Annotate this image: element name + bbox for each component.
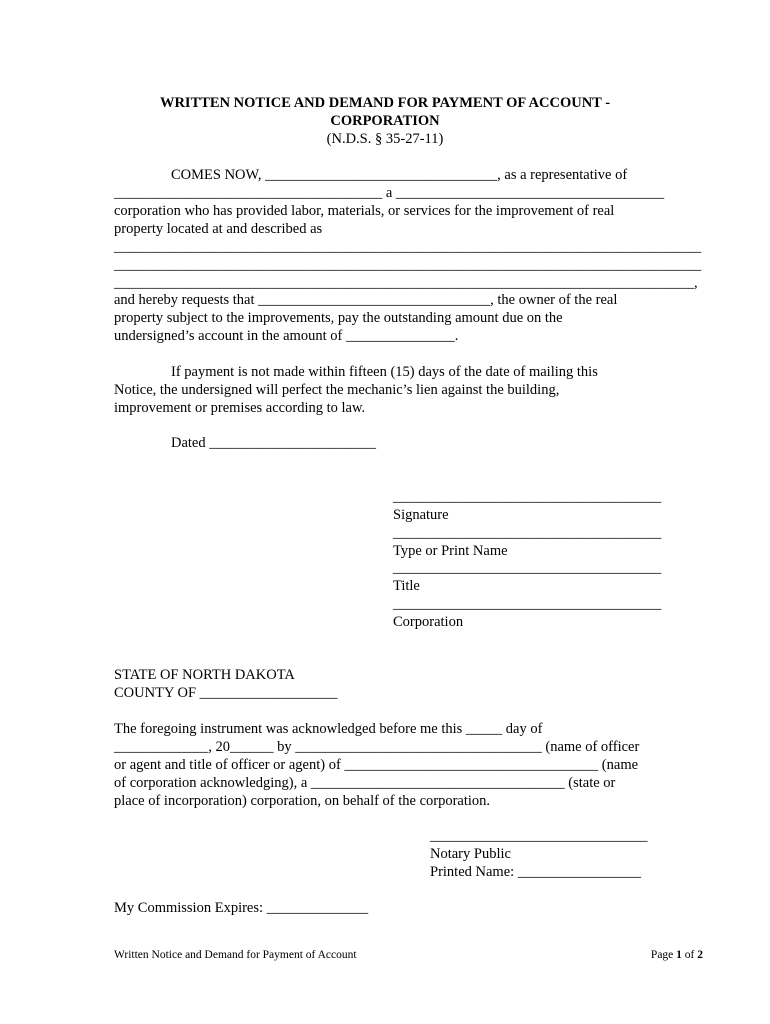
para2-line: improvement or premises according to law. bbox=[114, 400, 366, 416]
para1-line: undersigned’s account in the amount of _______________. bbox=[114, 328, 459, 344]
title-label: Title bbox=[393, 578, 420, 594]
page-of: of bbox=[681, 949, 698, 961]
signature-rule: _____________________________________ bbox=[393, 489, 662, 505]
para1-blank-line: ________________________________________________________________________________, bbox=[114, 275, 698, 291]
para1-line: corporation who has provided labor, materials, or services for the improvement of real bbox=[114, 203, 615, 219]
para1-blank-line: _________________________________________________________________________________ bbox=[114, 257, 702, 273]
signature-label: Signature bbox=[393, 507, 449, 523]
corporation-rule: _____________________________________ bbox=[393, 596, 662, 612]
title-rule: _____________________________________ bbox=[393, 560, 662, 576]
page-current: 1 bbox=[676, 949, 682, 961]
para1-line: and hereby requests that ________________________________, the owner of the real bbox=[114, 292, 618, 308]
dated-field: Dated _______________________ bbox=[171, 435, 376, 451]
notary-county: COUNTY OF ___________________ bbox=[114, 685, 338, 701]
para1-line: property subject to the improvements, pay the outstanding amount due on the bbox=[114, 310, 563, 326]
notary-line: The foregoing instrument was acknowledged before me this _____ day of bbox=[114, 721, 543, 737]
para2-line: If payment is not made within fifteen (15) days of the date of mailing this bbox=[171, 364, 598, 380]
document-title-line1: WRITTEN NOTICE AND DEMAND FOR PAYMENT OF ACCOUNT - bbox=[159, 95, 611, 111]
para1-line: _____________________________________ a _____________________________________ bbox=[114, 185, 665, 201]
page-number bbox=[651, 949, 703, 961]
notary-signature-rule: ______________________________ bbox=[430, 828, 648, 844]
page-prefix: Page bbox=[650, 949, 677, 961]
notary-line: or agent and title of officer or agent) of ___________________________________ (name bbox=[114, 757, 639, 773]
corporation-label: Corporation bbox=[393, 614, 464, 630]
notary-line: place of incorporation) corporation, on behalf of the corporation. bbox=[114, 793, 491, 809]
notary-printed-name: Printed Name: _________________ bbox=[430, 864, 642, 880]
footer-title: Written Notice and Demand for Payment of Account bbox=[114, 949, 357, 961]
notary-state: STATE OF NORTH DAKOTA bbox=[114, 667, 295, 683]
page-total: 2 bbox=[697, 949, 703, 961]
statute-citation: (N.D.S. § 35-27-11) bbox=[326, 131, 444, 147]
document-title-line2: CORPORATION bbox=[330, 113, 440, 129]
print-name-label: Type or Print Name bbox=[393, 543, 508, 559]
notary-line: of corporation acknowledging), a ___________________________________ (state or bbox=[114, 775, 616, 791]
notary-public-label: Notary Public bbox=[430, 846, 511, 862]
para2-line: Notice, the undersigned will perfect the mechanic’s lien against the building, bbox=[114, 382, 560, 398]
notary-line: _____________, 20______ by __________________________________ (name of officer bbox=[114, 739, 640, 755]
commission-expires: My Commission Expires: ______________ bbox=[114, 900, 369, 916]
para1-line: COMES NOW, ________________________________, as a representative of bbox=[171, 167, 628, 183]
print-name-rule: _____________________________________ bbox=[393, 525, 662, 541]
para1-blank-line: _________________________________________________________________________________ bbox=[114, 239, 702, 255]
para1-line: property located at and described as bbox=[114, 221, 323, 237]
